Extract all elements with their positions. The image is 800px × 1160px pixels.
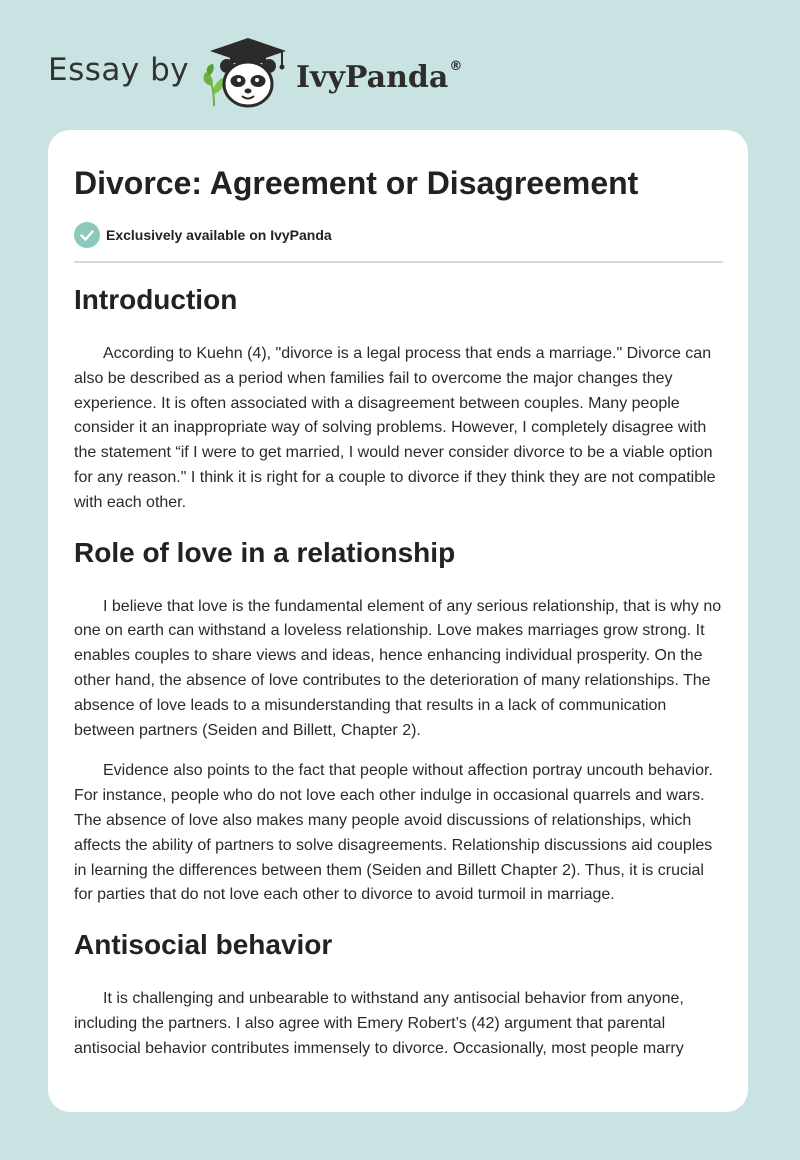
paragraph: It is challenging and unbearable to withstand any antisocial behavior from anyone, including the partners. I also agree with Emery Robert’s (42) argument that parental antisocial behavior contributes immensely to divorce. Occasionally, most people marry (74, 990, 684, 1057)
exclusive-badge (74, 222, 332, 248)
paragraph: Evidence also points to the fact that people without affection portray uncouth behavior. For instance, people who do not love each other indulge in occasional quarrels and wars. The absence of love also makes many people avoid discussions of relationships, which affects the ability of partners to solve disagreements. Relationship discussions aid couples in learning the differences between them (Seiden and Billett Chapter 2). Thus, it is crucial for parties that do not love each other to divorce to avoid turmoil in marriage. (74, 762, 713, 904)
brand-name: IvyPanda (296, 60, 449, 95)
page-title: Divorce: Agreement or Disagreement (74, 165, 639, 201)
essay-card (48, 130, 748, 1112)
registered-mark: ® (449, 59, 463, 74)
paragraph: I believe that love is the fundamental element of any serious relationship, that is why no one on earth can withstand a loveless relationship. Love makes marriages grow strong. It enables couples to share views and ideas, hence enhancing individual prosperity. On the other hand, the absence of love contributes to the deterioration of many relationships. The absence of love leads to a misunderstanding that results in a lack of communication between partners (Seiden and Billett, Chapter 2). (74, 597, 722, 739)
section-heading-introduction: Introduction (74, 284, 238, 315)
section-heading-role-of-love: Role of love in a relationship (74, 536, 456, 568)
check-circle-icon (74, 222, 100, 248)
panda-graduate-icon (200, 36, 296, 108)
paragraph: According to Kuehn (4), "divorce is a legal process that ends a marriage." Divorce can also be described as a period when families fail to overcome the major changes they experience. It is often associated with a disagreement between couples. Many people consider it an inappropriate way of solving problems. However, I completely disagree with the statement “if I were to get married, I would never consider divorce to be a viable option for any reason." I think it is right for a couple to divorce if they think they are not compatible with each other. (74, 345, 716, 511)
essay-body (74, 278, 724, 1062)
site-header (0, 0, 800, 130)
essay-by-label: Essay by (48, 52, 190, 88)
exclusive-badge-label: Exclusively available on IvyPanda (106, 227, 332, 243)
brand-logo-text (296, 55, 462, 96)
section-heading-antisocial-behavior: Antisocial behavior (74, 929, 333, 961)
title-divider (74, 261, 723, 263)
